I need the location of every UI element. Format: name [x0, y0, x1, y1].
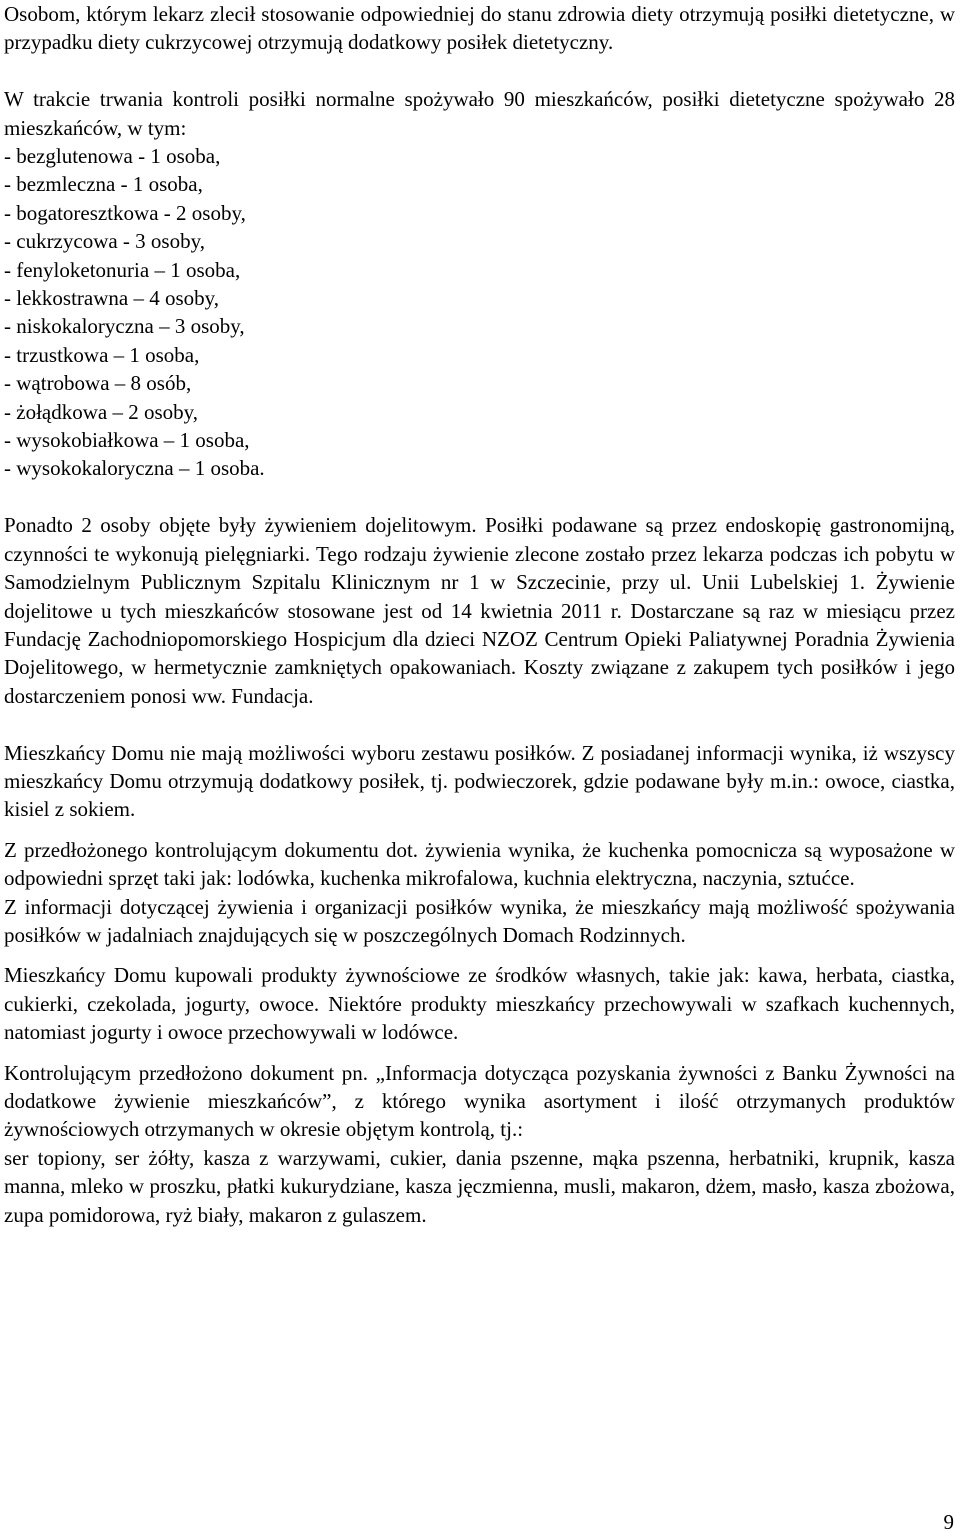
food-bank-paragraph: Kontrolującym przedłożono dokument pn. „Informacja dotycząca pozyskania żywności z Banku Żywności na dodatkowe żywienie mieszkańców”, z którego wynika asortyment i ilość otrzymanych produktów żywnościowych otrzymanych w okresie objętym kontrolą, tj.: [4, 1060, 955, 1142]
spacer [4, 483, 955, 511]
document-page [4, 0, 955, 1229]
spacer [4, 949, 955, 961]
spacer [4, 710, 955, 738]
list-item: - bezmleczna - 1 osoba, [4, 172, 203, 197]
spacer [4, 57, 955, 85]
list-item: - wysokobiałkowa – 1 osoba, [4, 428, 250, 453]
control-summary-paragraph: W trakcie trwania kontroli posiłki normalne spożywało 90 mieszkańców, posiłki dietetyczne spożywało 28 mieszkańców, w tym: [4, 87, 955, 140]
page-number: 9 [943, 1510, 954, 1534]
list-item: - lekkostrawna – 4 osoby, [4, 286, 220, 311]
list-item: - cukrzycowa - 3 osoby, [4, 229, 205, 254]
dining-paragraph: Z informacji dotyczącej żywienia i organizacji posiłków wynika, że mieszkańcy mają możliwość spożywania posiłków w jadalniach znajdujących się w poszczególnych Domach Rodzinnych. [4, 894, 955, 947]
kitchen-equipment-paragraph: Z przedłożonego kontrolującym dokumentu dot. żywienia wynika, że kuchenka pomocnicza są wyposażone w odpowiedni sprzęt taki jak: lodówka, kuchenka mikrofalowa, kuchnia elektryczna, naczynia, sztućce. [4, 837, 955, 891]
list-item: - fenyloketonuria – 1 osoba, [4, 257, 241, 282]
list-item: - wątrobowa – 8 osób, [4, 371, 192, 396]
intro-paragraph: Osobom, którym lekarz zlecił stosowanie odpowiedniej do stanu zdrowia diety otrzymują posiłki dietetyczne, w przypadku diety cukrzycowej otrzymują dodatkowy posiłek dietetyczny. [4, 2, 955, 55]
list-item: - bezglutenowa - 1 osoba, [4, 144, 221, 169]
list-item: - wysokokaloryczna – 1 osoba. [4, 456, 265, 481]
list-item: - żołądkowa – 2 osoby, [4, 399, 199, 424]
menu-choice-paragraph: Mieszkańcy Domu nie mają możliwości wyboru zestawu posiłków. Z posiadanej informacji wynika, iż wszyscy mieszkańcy Domu otrzymują dodatkowy posiłek, tj. podwieczorek, gdzie podawane były m.in.: owoce, ciastka, kisiel z sokiem. [4, 740, 955, 822]
list-item: - trzustkowa – 1 osoba, [4, 342, 200, 367]
enteral-feeding-paragraph: Ponadto 2 osoby objęte były żywieniem dojelitowym. Posiłki podawane są przez endoskopię gastronomijną, czynności te wykonują pielęgniarki. Tego rodzaju żywienie zlecone zostało przez lekarza podczas ich pobytu w Samodzielnym Publicznym Szpitalu Klinicznym nr 1 w Szczecinie, przy ul. Unii Lubelskiej 1. Żywienie dojelitowe u tych mieszkańców stosowane jest od 14 kwietnia 2011 r. Dostarczane są raz w miesiącu przez Fundację Zachodniopomorskiego Hospicjum dla dzieci NZOZ Centrum Opieki Paliatywnej Poradnia Żywienia Dojelitowego, w hermetycznie zamkniętych opakowaniach. Koszty związane z zakupem tych posiłków i jego dostarczeniem ponosi ww. Fundacja. [4, 513, 955, 708]
own-purchases-paragraph: Mieszkańcy Domu kupowali produkty żywnościowe ze środków własnych, takie jak: kawa, herbata, ciastka, cukierki, czekolada, jogurty, owoce. Niektóre produkty mieszkańcy przechowywali w szafkach kuchennych, natomiast jogurty i owoce przechowywali w lodówce. [4, 963, 955, 1045]
spacer [4, 824, 955, 836]
spacer [4, 1047, 955, 1059]
list-item: - bogatoresztkowa - 2 osoby, [4, 200, 246, 225]
diet-list [4, 142, 955, 483]
list-item: - niskokaloryczna – 3 osoby, [4, 314, 245, 339]
food-bank-products-paragraph: ser topiony, ser żółty, kasza z warzywami, cukier, dania pszenne, mąka pszenna, herbatniki, krupnik, kasza manna, mleko w proszku, płatki kukurydziane, kasza jęczmienna, musli, makaron, dżem, masło, kasza zbożowa, zupa pomidorowa, ryż biały, makaron z gulaszem. [4, 1145, 955, 1227]
